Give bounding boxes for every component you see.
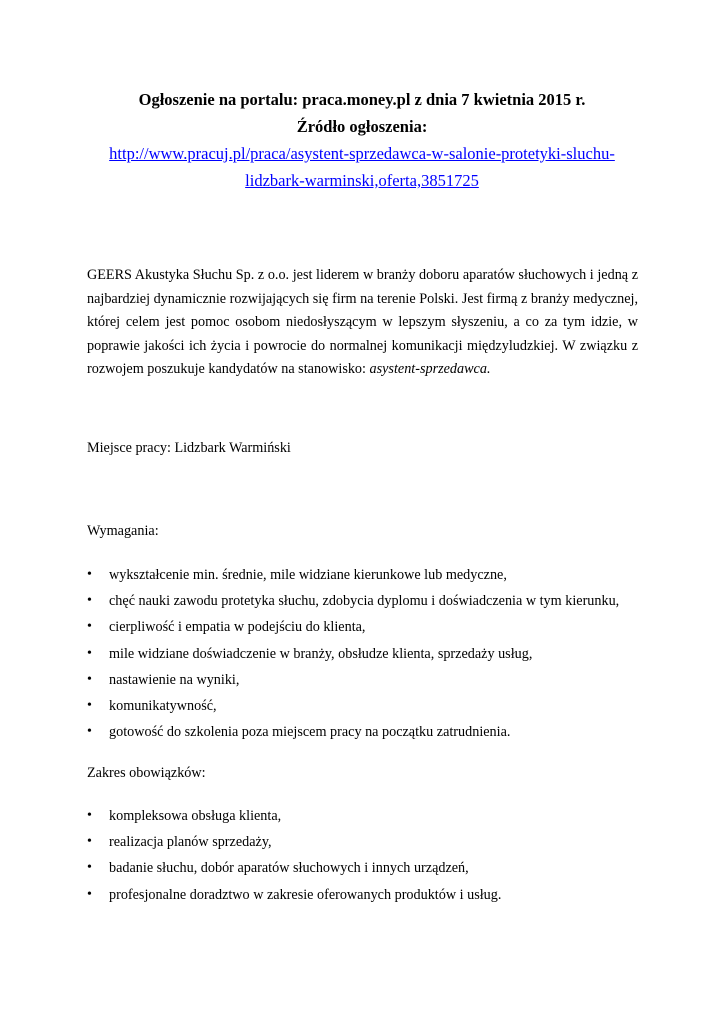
source-link-part1[interactable]: http://www.pracuj.pl/praca/asystent-sprzedawca-w-salonie-protetyki-sluchu-	[109, 144, 615, 163]
intro-text: GEERS Akustyka Słuchu Sp. z o.o. jest liderem w branży doboru aparatów słuchowych i jedną z najbardziej dynamicznie rozwijających się firm na terenie Polski. Jest firmą z branży medycznej, której celem jest pomoc osobom niedosłyszącym w lepszym słyszeniu, a co za tym idzie, w poprawie jakości ich życia i powrocie do normalnej komunikacji międzyludzkiej. W związku z rozwojem poszukuje kandydatów na stanowisko:	[87, 267, 638, 377]
duties-title: Zakres obowiązków:	[87, 765, 206, 781]
work-location: Miejsce pracy: Lidzbark Warmiński	[87, 440, 291, 456]
list-item: • kompleksowa obsługa klienta,	[87, 803, 647, 829]
list-item: • komunikatywność,	[87, 693, 647, 719]
list-item: • chęć nauki zawodu protetyka słuchu, zdobycia dyplomu i doświadczenia w tym kierunku,	[87, 588, 647, 614]
list-item: • wykształcenie min. średnie, mile widziane kierunkowe lub medyczne,	[87, 562, 647, 588]
list-item: • mile widziane doświadczenie w branży, obsłudze klienta, sprzedaży usług,	[87, 641, 647, 667]
header	[0, 86, 724, 194]
list-item: • gotowość do szkolenia poza miejscem pracy na początku zatrudnienia.	[87, 719, 647, 745]
requirements-title: Wymagania:	[87, 523, 159, 539]
requirements-list	[87, 562, 647, 745]
job-role: asystent-sprzedawca.	[369, 361, 491, 377]
publication-info: Ogłoszenie na portalu: praca.money.pl z dnia 7 kwietnia 2015 r.	[138, 90, 586, 109]
duties-list	[87, 803, 647, 908]
source-link-part2[interactable]: lidzbark-warminski,oferta,3851725	[245, 171, 479, 190]
list-item: • cierpliwość i empatia w podejściu do klienta,	[87, 614, 647, 640]
list-item: • profesjonalne doradztwo w zakresie oferowanych produktów i usług.	[87, 882, 647, 908]
list-item: • nastawienie na wyniki,	[87, 667, 647, 693]
list-item: • badanie słuchu, dobór aparatów słuchowych i innych urządzeń,	[87, 855, 647, 881]
source-label: Źródło ogłoszenia:	[296, 117, 428, 136]
company-description	[87, 264, 638, 382]
list-item: • realizacja planów sprzedaży,	[87, 829, 647, 855]
